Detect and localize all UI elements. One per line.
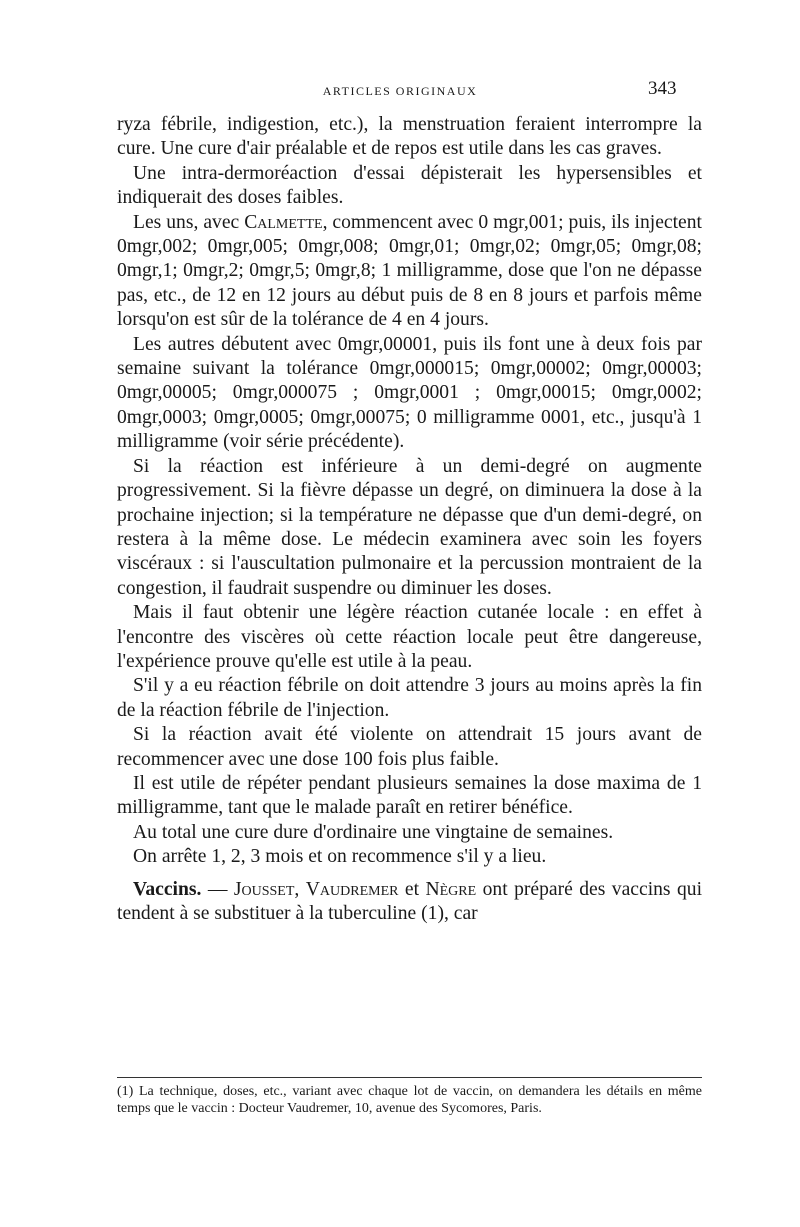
paragraph-total-cure: Au total une cure dure d'ordinaire une vingtaine de semaines. <box>133 821 614 843</box>
author-name-vaudremer: Vaudremer <box>305 878 399 900</box>
paragraph-cure-interruption: ryza fébrile, indigestion, etc.), la menstruation feraient interrompre la cure. Une cure d'air préalable et de repos est utile dans les cas graves. <box>117 114 702 160</box>
author-name-calmette: Calmette <box>244 211 323 233</box>
paragraph-violent-reaction: Si la réaction avait été violente on attendrait 15 jours avant de recommencer avec une dose 100 fois plus faible. <box>117 724 702 770</box>
paragraph-other-doses: Les autres débutent avec 0mgr,00001, puis ils font une à deux fois par semaine suivant la tolérance 0mgr,000015; 0mgr,00002; 0mgr,00003; 0mgr,00005; 0mgr,000075 ; 0mgr,0001 ; 0mgr,00015; 0mgr,0002; 0mgr,0003; 0mgr,0005; 0mgr,00075; 0 milligramme 0001, etc., jusqu'à 1 milligramme (voir série précédente). <box>117 333 702 453</box>
author-name-negre: Nègre <box>425 878 477 900</box>
paragraph-intradermo: Une intra-dermoréaction d'essai dépisterait les hypersensibles et indiquerait des doses faibles. <box>117 162 702 209</box>
footnote: (1) La technique, doses, etc., variant avec chaque lot de vaccin, on demandera les détails en même temps que le vaccin : Docteur Vaudremer, 10, avenue des Sycomores, Paris. <box>117 1084 702 1116</box>
paragraph-stop-restart: On arrête 1, 2, 3 mois et on recommence s'il y a lieu. <box>133 846 547 868</box>
paragraph-calmette-doses <box>117 211 702 333</box>
footnote-divider <box>117 1077 702 1078</box>
paragraph-febrile-wait: S'il y a eu réaction fébrile on doit attendre 3 jours au moins après la fin de la réaction fébrile de l'injection. <box>117 675 702 721</box>
article-body <box>117 113 702 926</box>
running-title: ARTICLES ORIGINAUX <box>322 84 478 98</box>
separator: , <box>294 878 306 900</box>
author-name-jousset: Jousset <box>233 878 295 900</box>
paragraph-maxima-dose: Il est utile de répéter pendant plusieurs semaines la dose maxima de 1 milligramme, tant que le malade paraît en retirer bénéfice. <box>117 772 702 819</box>
paragraph-reaction: Si la réaction est inférieure à un demi-degré on augmente progressivement. Si la fièvre dépasse un degré, on diminuera la dose à la prochaine injection; si la température ne dépasse que d'un demi-degré, on restera à la même dose. Le médecin examinera avec soin les foyers viscéraux : si l'auscultation pulmonaire et la percussion montraient de la congestion, il faudrait suspendre ou diminuer les doses. <box>117 455 702 599</box>
section-label-vaccins: Vaccins. <box>133 878 202 900</box>
paragraph-local-reaction: Mais il faut obtenir une légère réaction cutanée locale : en effet à l'encontre des viscères où cette réaction locale peut être dangereuse, l'expérience prouve qu'elle est utile à la peau. <box>117 602 702 672</box>
paragraph-vaccins <box>117 878 702 927</box>
paragraph-lead: Les uns, avec <box>133 211 240 233</box>
separator: et <box>398 878 426 900</box>
dash: — <box>201 878 234 900</box>
paragraph-rest: , commencent avec 0 mgr,001; puis, ils injectent 0mgr,002; 0mgr,005; 0mgr,008; 0mgr,01; 0mgr,02; 0mgr,05; 0mgr,08; 0mgr,1; 0mgr,2; 0mgr,5; 0mgr,8; 1 milligramme, dose que l'on ne dépasse pas, etc., de 12 en 12 jours au début puis de 8 en 8 jours et parfois même lorsqu'on est sûr de la tolérance de 4 en 4 jours. <box>117 211 702 331</box>
page-number: 343 <box>648 78 677 99</box>
paragraph-rest: ont préparé des vaccins qui tendent à se substituer à la tuberculine (1), car <box>117 878 703 924</box>
